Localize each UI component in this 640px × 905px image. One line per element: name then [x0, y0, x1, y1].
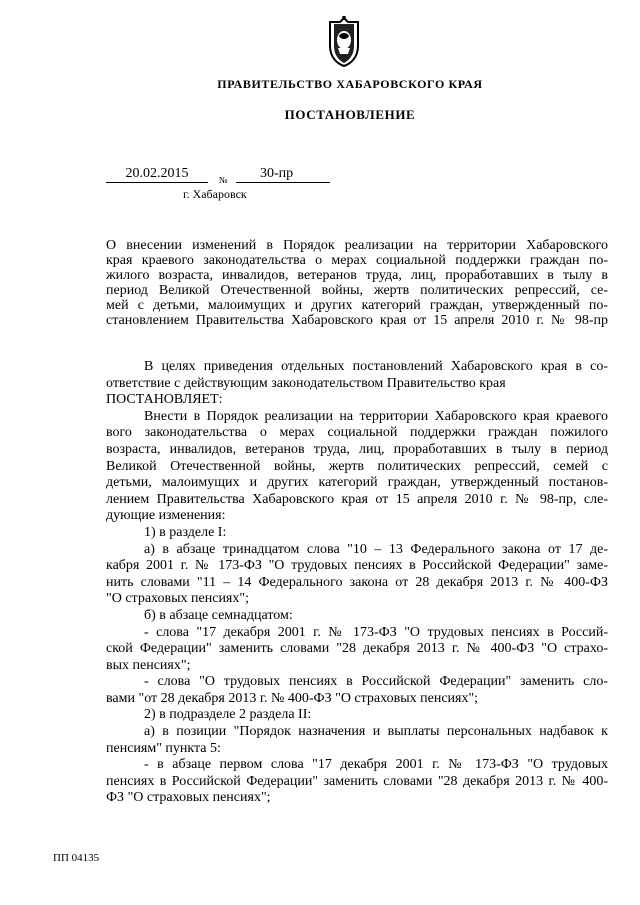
body-line: 1) в разделе I:: [144, 524, 227, 540]
subject-line: мей с детьми, малоимущих и других категорий граждан, утвержденный по-: [106, 298, 608, 313]
body-line: ФЗ "О страховых пенсиях";: [106, 790, 271, 806]
body-line: лением Правительства Хабаровского края от 15 апреля 2010 г. № 98-пр, сле-: [106, 491, 608, 507]
subject-line: жилого возраста, инвалидов, ветеранов труда, лиц, проработавших в тылу в: [106, 268, 608, 283]
city: г. Хабаровск: [183, 187, 247, 201]
body-line: 2) в подразделе 2 раздела II:: [144, 707, 312, 723]
document-type: ПОСТАНОВЛЕНИЕ: [284, 107, 416, 122]
government-name: ПРАВИТЕЛЬСТВО ХАБАРОВСКОГО КРАЯ: [217, 77, 483, 91]
body-line: Внести в Порядок реализации на территории Хабаровского края краевого: [144, 408, 608, 424]
document-code: ПП 04135: [53, 852, 100, 864]
body-line: ской Федерации" заменить словами "28 декабря 2013 г. № 400-ФЗ "О страхо-: [106, 641, 608, 657]
body-line: дующие изменения:: [106, 508, 226, 524]
body-line: - слова "17 декабря 2001 г. № 173-ФЗ "О трудовых пенсиях в Россий-: [144, 624, 608, 640]
body-line: "О страховых пенсиях";: [106, 591, 249, 607]
subject-line: края краевого законодательства о мерах социальной поддержки граждан по-: [106, 253, 608, 268]
body-line: б) в абзаце семнадцатом:: [144, 607, 293, 623]
body-line: кабря 2001 г. № 173-ФЗ "О трудовых пенсиях в Российской Федерации" заме-: [106, 558, 608, 574]
subject-line: О внесении изменений в Порядок реализации на территории Хабаровского: [106, 238, 608, 253]
body-line: - слова "О трудовых пенсиях в Российской Федерации" заменить сло-: [144, 674, 608, 690]
document-date: 20.02.2015: [106, 166, 208, 183]
body-line: вых пенсиях";: [106, 657, 191, 673]
body-line: пенсиям" пункта 5:: [106, 740, 221, 756]
body-line: вого законодательства о мерах социальной поддержки граждан пожилого: [106, 425, 608, 441]
body-line: ПОСТАНОВЛЯЕТ:: [106, 392, 223, 408]
number-sign: №: [218, 175, 228, 185]
subject-line: становлением Правительства Хабаровского края от 15 апреля 2010 г. № 98-пр: [106, 313, 608, 328]
body-line: Великой Отечественной войны, жертв политических репрессий, семей с: [106, 458, 608, 474]
body-line: детьми, малоимущих и других категорий граждан, утвержденный постанов-: [106, 475, 608, 491]
body-line: В целях приведения отдельных постановлений Хабаровского края в со-: [144, 359, 608, 374]
body-line: пенсиях в Российской Федерации" заменить словами "28 декабря 2013 г. № 400-: [106, 773, 608, 789]
document-body: [106, 359, 608, 807]
body-line: - в абзаце первом слова "17 декабря 2001 г. № 173-ФЗ "О трудовых: [144, 757, 608, 773]
body-line: вами "от 28 декабря 2013 г. № 400-ФЗ "О страховых пенсиях";: [106, 690, 479, 706]
coat-of-arms-icon: [324, 16, 364, 68]
body-line: нить словами "11 – 14 Федерального закона от 28 декабря 2013 г. № 400-ФЗ: [106, 574, 608, 590]
document-subject: [106, 238, 608, 328]
body-line: ответствие с действующим законодательством Правительство края: [106, 375, 506, 391]
document-number: 30-пр: [236, 166, 330, 183]
body-line: а) в позиции "Порядок назначения и выплаты персональных надбавок к: [144, 724, 608, 740]
body-line: а) в абзаце тринадцатом слова "10 – 13 Федерального закона от 17 де-: [144, 541, 608, 557]
body-line: возраста, инвалидов, ветеранов труда, лиц, проработавших в тылу в период: [106, 441, 608, 457]
subject-line: период Великой Отечественной войны, жертв политических репрессий, се-: [106, 283, 608, 298]
